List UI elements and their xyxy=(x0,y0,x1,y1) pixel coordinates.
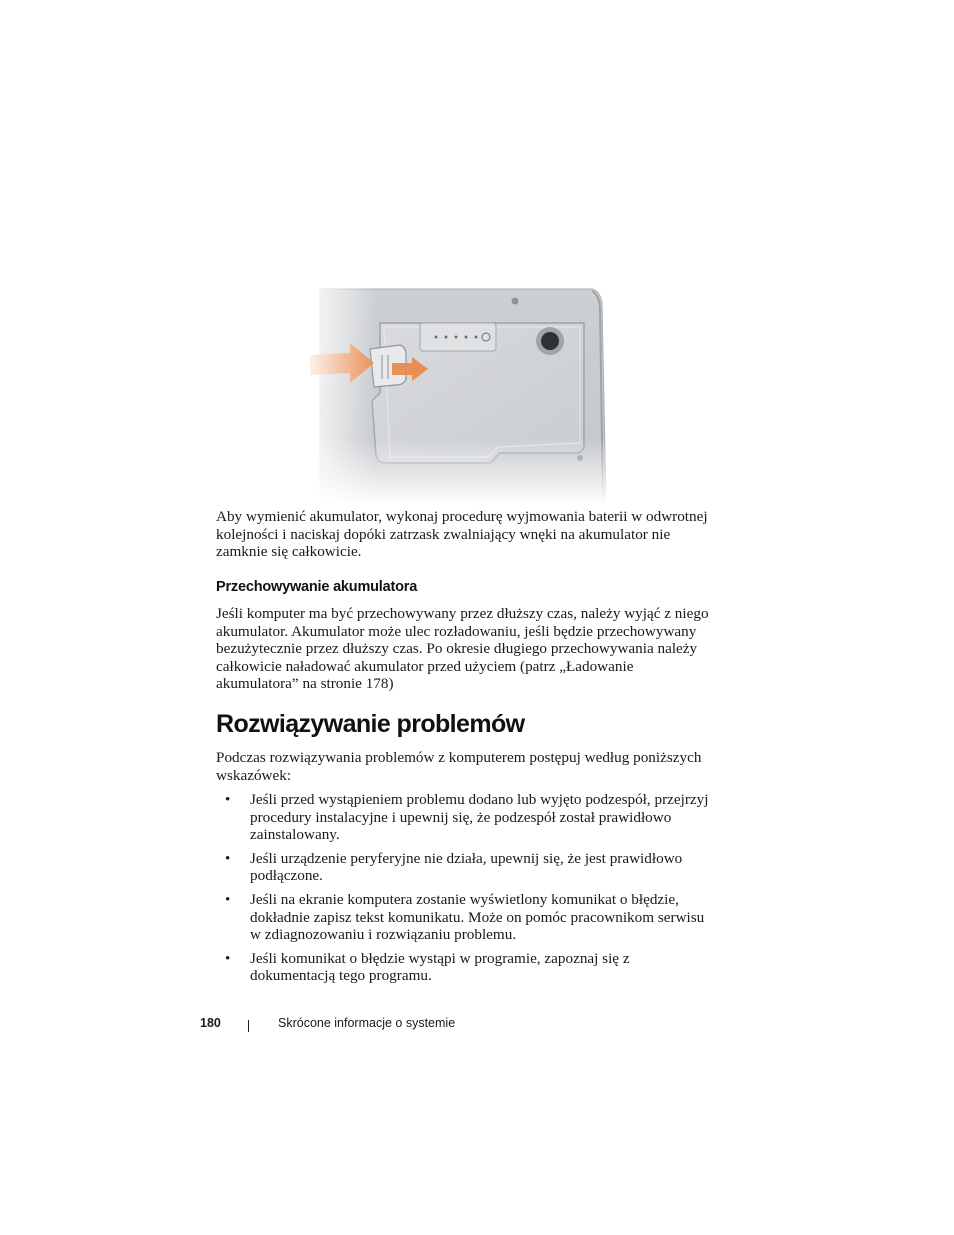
battery-bay-illustration xyxy=(300,283,610,505)
storage-heading: Przechowywanie akumulatora xyxy=(216,579,418,595)
list-item xyxy=(216,791,716,844)
storage-paragraph: Jeśli komputer ma być przechowywany przez dłuższy czas, należy wyjąć z niego akumulator. Akumulator może ulec rozładowaniu, jeśli będzie przechowywany bezużytecznie przez dłuższy czas. Po okresie długiego przechowywania należy całkowicie naładować akumulator przed użyciem (patrz „Ładowanie akumulatora” na stronie 178) xyxy=(216,605,709,693)
bullet-icon: • xyxy=(225,890,231,908)
list-item-text: Jeśli komunikat o błędzie wystąpi w programie, zapoznaj się z dokumentacją tego programu. xyxy=(250,949,630,985)
troubleshooting-intro: Podczas rozwiązywania problemów z komputerem postępuj według poniższych wskazówek: xyxy=(216,749,702,784)
troubleshooting-heading: Rozwiązywanie problemów xyxy=(216,710,525,738)
list-item-text: Jeśli przed wystąpieniem problemu dodano lub wyjęto podzespół, przejrzyj procedury instalacyjne i upewnij się, że podzespół został prawidłowo zainstalowany. xyxy=(250,791,709,844)
bullet-icon: • xyxy=(225,849,231,867)
list-item xyxy=(216,950,716,985)
troubleshooting-list xyxy=(216,791,716,991)
footer-divider xyxy=(248,1020,249,1032)
list-item xyxy=(216,891,716,944)
page-number: 180 xyxy=(200,1016,221,1030)
list-item-text: Jeśli urządzenie peryferyjne nie działa, upewnij się, że jest prawidłowo podłączone. xyxy=(250,849,683,885)
bullet-icon: • xyxy=(225,949,231,967)
list-item-text: Jeśli na ekranie komputera zostanie wyświetlony komunikat o błędzie, dokładnie zapisz tekst komunikatu. Może on pomóc pracownikom serwisu w zdiagnozowaniu i rozwiązaniu problemu. xyxy=(250,890,705,944)
footer-title: Skrócone informacje o systemie xyxy=(278,1016,456,1030)
intro-paragraph: Aby wymienić akumulator, wykonaj procedurę wyjmowania baterii w odwrotnej kolejności i naciskaj dopóki zatrzask zwalniający wnęki na akumulator nie zamknie się całkowicie. xyxy=(216,508,708,561)
bullet-icon: • xyxy=(225,791,231,808)
page-footer xyxy=(200,1016,600,1034)
list-item xyxy=(216,850,716,885)
battery-bay-icon xyxy=(300,283,610,505)
